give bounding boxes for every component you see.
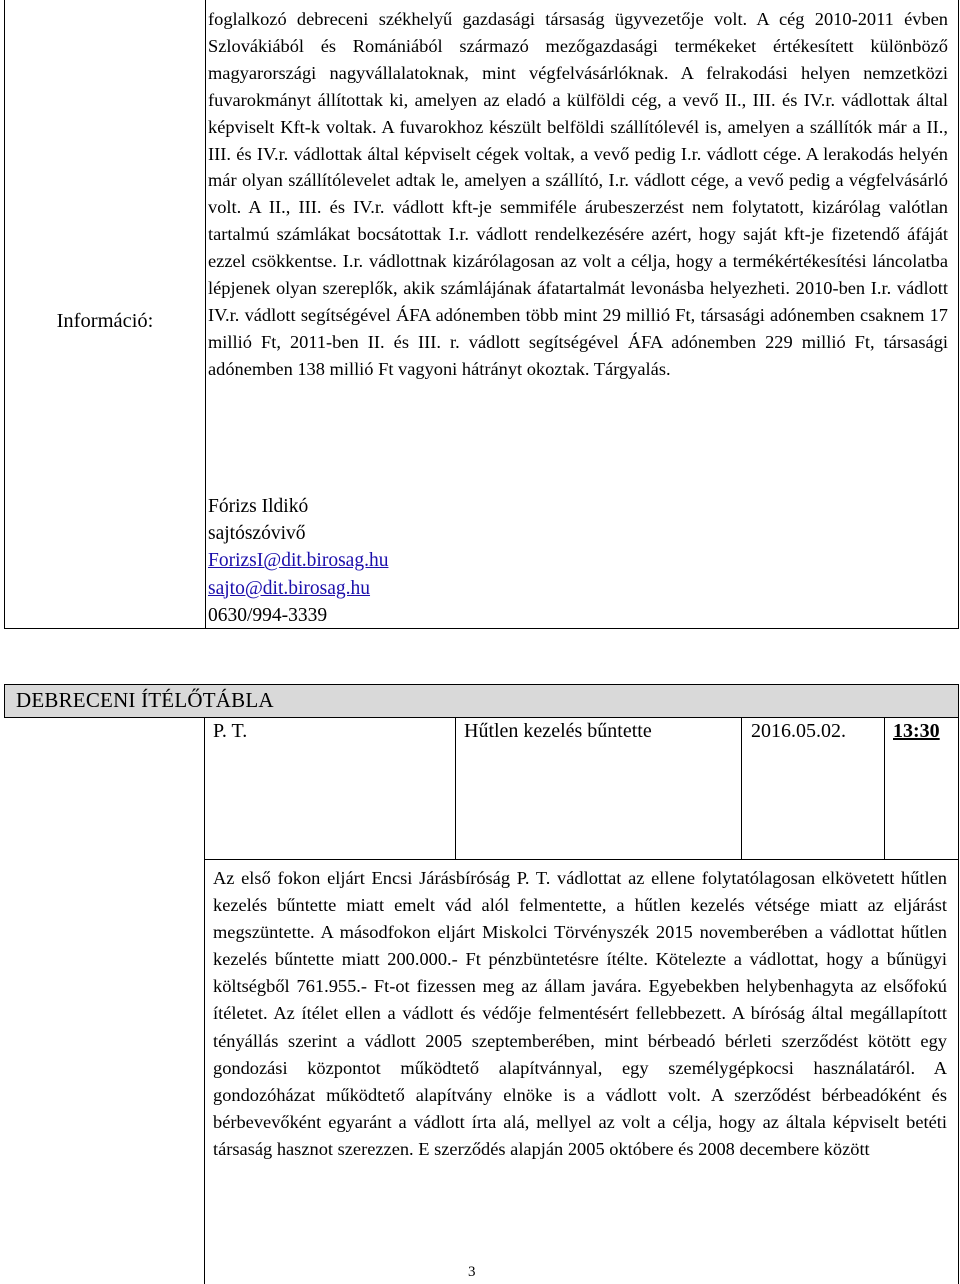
court-header <box>4 684 959 718</box>
page-number: 3 <box>468 1264 476 1280</box>
case-time: 13:30 <box>893 720 940 742</box>
email-link-forizs[interactable]: ForizsI@dit.birosag.hu <box>208 550 389 572</box>
contact-block <box>208 493 608 629</box>
contact-name: Fórizs Ildikó <box>208 496 309 517</box>
info-label: Információ: <box>56 309 154 332</box>
cell-divider <box>884 717 885 860</box>
cell-divider <box>741 717 742 860</box>
case-charge: Hűtlen kezelés bűntette <box>464 720 652 742</box>
case-party: P. T. <box>213 720 248 742</box>
cell-divider <box>455 717 456 860</box>
contact-role: sajtószóvivő <box>208 523 306 545</box>
case-description-text: Az első fokon eljárt Encsi Járásbíróság P. T. vádlottat az ellene folytatólagosan elkövetett hűtlen kezelés bűntette miatt emelt vád alól felmentette, a hűtlen kezelés vétsége miatt az eljárást megszüntette. A másodfokon eljárt Miskolci Törvényszék 2015 novemberében a vádlottat hűtlen kezelés bűntette miatt 200.000.- Ft pénzbüntetésre ítélte. Kötelezte a vádlottat, hogy a bűnügyi költségből 761.955.- Ft-ot fizessen meg az állam javára. Egyebekben helybenhagyta az elsőfokú ítéletet. Az ítélet ellen a vádlott és védője felmentésért fellebbezett. A bíróság által megállapított tényállás szerint a vádlott 2005 szeptemberében, mint bérbeadó bérleti szerződést kötött egy gondozási központot működtető alapítvánnyal, egy személygépkocsi használatáról. A gondozóházat működtető alapítvány elnöke is a vádlott volt. A szerződést bérbeadóként és bérbevevőként egyaránt a vádlott írta alá, mellyel az volt a célja, hogy az általa képviselt betéti társaság hasznot szerezzen. E szerződés alapján 2005 októbere és 2008 decembere között <box>213 868 947 1159</box>
court-title: DEBRECENI ÍTÉLŐTÁBLA <box>16 688 274 712</box>
column-divider <box>205 0 206 628</box>
case-summary-text: foglalkozó debreceni székhelyű gazdasági társaság ügyvezetője volt. A cég 2010-2011 évben Szlovákiából és Romániából származó mezőgazdasági termékeket értékesített különböző magyarországi nagyvállalatoknak, mint végfelvásárlóknak. A felrakodási helyen nemzetközi fuvarokmányt állítottak ki, amelyen az eladó a külföldi cég, a vevő II., III. és IV.r. vádlottak által képviselt Kft-k voltak. A fuvarokhoz készült belföldi szállítólevél is, amelyen a szállítók már a II., III. és IV.r. vádlottak által képviselt cégek voltak, a vevő pedig I.r. vádlott cége. A lerakodás helyén már olyan szállítólevelet adtak le, amelyen a szállító, I.r. vádlott cége, a vevő pedig a végfelvásárló volt. A II., III. és IV.r. vádlott kft-je semmiféle árubeszerzést nem folytatott, kizárólag valótlan tartalmú számlákat bocsátottak I.r. vádlott rendelkezésére azért, hogy saját kft-je fizetendő áfáját ezzel csökkentse. I.r. vádlottnak kizárólagosan az volt a célja, hogy a termékértékesítési láncolatba lépjenek olyan szereplők, akik számlájának áfatartalmát levonásba helyezheti. 2010-ben I.r. vádlott IV.r. vádlott segítségével ÁFA adónemben több mint 29 millió Ft, társasági adónemben csaknem 17 millió Ft, 2011-ben II. és III. r. vádlott segítségével ÁFA adónemben 229 millió Ft, társasági adónemben 138 millió Ft vagyoni hátrányt okoztak. Tárgyalás. <box>208 9 948 379</box>
email-link-sajto[interactable]: sajto@dit.birosag.hu <box>208 577 371 599</box>
case-date: 2016.05.02. <box>751 720 846 742</box>
contact-phone: 0630/994-3339 <box>208 604 328 626</box>
